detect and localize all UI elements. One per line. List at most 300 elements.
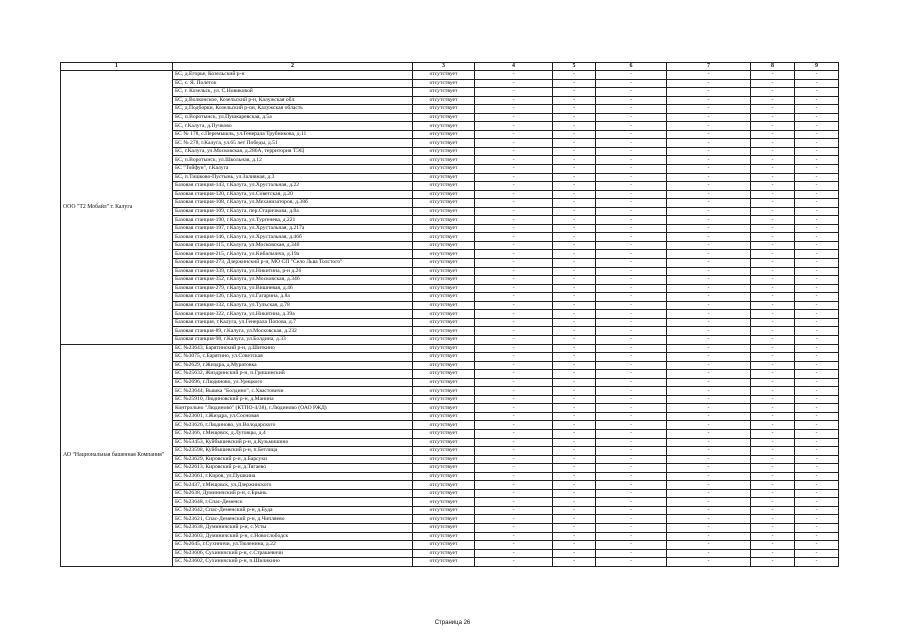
empty-value-cell: - <box>795 412 839 421</box>
source-name-cell: БС №23621, Спас-Деменский р-н, д.Чипляево <box>173 515 413 524</box>
column-number: 8 <box>751 63 795 71</box>
empty-value-cell: - <box>667 361 751 370</box>
status-cell: отсутствует <box>413 113 475 122</box>
organization-cell: АО "Национальная башенная Компания" <box>61 344 173 566</box>
status-cell: отсутствует <box>413 532 475 541</box>
table-row <box>61 558 839 567</box>
table-row <box>61 489 839 498</box>
empty-value-cell: - <box>553 532 596 541</box>
empty-value-cell: - <box>475 412 553 421</box>
empty-value-cell: - <box>795 447 839 456</box>
source-name-cell: БС №23629, Кировский р-н, д.Барсуки <box>173 455 413 464</box>
empty-value-cell: - <box>475 447 553 456</box>
empty-value-cell: - <box>795 310 839 319</box>
empty-value-cell: - <box>751 190 795 199</box>
empty-value-cell: - <box>596 318 667 327</box>
empty-value-cell: - <box>475 361 553 370</box>
empty-value-cell: - <box>751 207 795 216</box>
empty-value-cell: - <box>795 276 839 285</box>
empty-value-cell: - <box>475 481 553 490</box>
empty-value-cell: - <box>667 216 751 225</box>
empty-value-cell: - <box>475 387 553 396</box>
empty-value-cell: - <box>553 353 596 362</box>
empty-value-cell: - <box>553 267 596 276</box>
empty-value-cell: - <box>751 156 795 165</box>
empty-value-cell: - <box>667 412 751 421</box>
empty-value-cell: - <box>475 429 553 438</box>
empty-value-cell: - <box>596 147 667 156</box>
table-row <box>61 293 839 302</box>
empty-value-cell: - <box>751 310 795 319</box>
empty-value-cell: - <box>596 421 667 430</box>
empty-value-cell: - <box>751 515 795 524</box>
empty-value-cell: - <box>596 429 667 438</box>
table-row <box>61 481 839 490</box>
empty-value-cell: - <box>596 182 667 191</box>
status-cell: отсутствует <box>413 472 475 481</box>
empty-value-cell: - <box>751 335 795 344</box>
organization-cell: ООО "Т2 Мобайл" г. Калуга <box>61 71 173 345</box>
empty-value-cell: - <box>667 241 751 250</box>
empty-value-cell: - <box>553 96 596 105</box>
status-cell: отсутствует <box>413 506 475 515</box>
status-cell: отсутствует <box>413 96 475 105</box>
column-number: 4 <box>475 63 553 71</box>
empty-value-cell: - <box>667 79 751 88</box>
empty-value-cell: - <box>667 378 751 387</box>
status-cell: отсутствует <box>413 327 475 336</box>
table-row <box>61 284 839 293</box>
empty-value-cell: - <box>751 361 795 370</box>
empty-value-cell: - <box>795 79 839 88</box>
empty-value-cell: - <box>795 455 839 464</box>
empty-value-cell: - <box>667 447 751 456</box>
empty-value-cell: - <box>553 301 596 310</box>
empty-value-cell: - <box>553 455 596 464</box>
empty-value-cell: - <box>667 207 751 216</box>
empty-value-cell: - <box>667 489 751 498</box>
empty-value-cell: - <box>751 387 795 396</box>
source-name-cell: Контрольно "Людиново" (КТПО-4/38), г.Людиново (ОАО РЖД) <box>173 404 413 413</box>
status-cell: отсутствует <box>413 216 475 225</box>
empty-value-cell: - <box>596 216 667 225</box>
empty-value-cell: - <box>795 284 839 293</box>
status-cell: отсутствует <box>413 370 475 379</box>
empty-value-cell: - <box>795 387 839 396</box>
empty-value-cell: - <box>795 489 839 498</box>
empty-value-cell: - <box>751 481 795 490</box>
empty-value-cell: - <box>667 481 751 490</box>
source-name-cell: БС №2437, г.Мещовск, ул.Дзержинского <box>173 481 413 490</box>
source-name-cell: Базовая станция-143, г.Калуга, ул.Хрустальная, д.22 <box>173 182 413 191</box>
empty-value-cell: - <box>795 464 839 473</box>
table-row <box>61 241 839 250</box>
empty-value-cell: - <box>553 250 596 259</box>
empty-value-cell: - <box>667 267 751 276</box>
empty-value-cell: - <box>553 558 596 567</box>
empty-value-cell: - <box>475 173 553 182</box>
empty-value-cell: - <box>751 404 795 413</box>
empty-value-cell: - <box>667 429 751 438</box>
source-name-cell: БС №23601, г.Жиздра, ул.Сосновая <box>173 412 413 421</box>
empty-value-cell: - <box>667 122 751 131</box>
empty-value-cell: - <box>751 250 795 259</box>
status-cell: отсутствует <box>413 310 475 319</box>
table-row <box>61 361 839 370</box>
source-name-cell: БС №23606, Сухиничский р-н, с.Страшевичи <box>173 549 413 558</box>
empty-value-cell: - <box>553 327 596 336</box>
table-row <box>61 71 839 80</box>
empty-value-cell: - <box>667 259 751 268</box>
empty-value-cell: - <box>795 96 839 105</box>
empty-value-cell: - <box>667 532 751 541</box>
empty-value-cell: - <box>751 344 795 353</box>
empty-value-cell: - <box>795 353 839 362</box>
empty-value-cell: - <box>795 506 839 515</box>
empty-value-cell: - <box>667 344 751 353</box>
column-number: 5 <box>553 63 596 71</box>
empty-value-cell: - <box>553 105 596 114</box>
empty-value-cell: - <box>553 318 596 327</box>
empty-value-cell: - <box>751 216 795 225</box>
empty-value-cell: - <box>553 233 596 242</box>
empty-value-cell: - <box>596 558 667 567</box>
table-row <box>61 455 839 464</box>
empty-value-cell: - <box>553 523 596 532</box>
empty-value-cell: - <box>667 506 751 515</box>
empty-value-cell: - <box>475 284 553 293</box>
source-name-cell: БС №22613, Кировский р-н, д.Тягаево <box>173 464 413 473</box>
column-number: 2 <box>173 63 413 71</box>
empty-value-cell: - <box>596 130 667 139</box>
empty-value-cell: - <box>667 182 751 191</box>
empty-value-cell: - <box>475 549 553 558</box>
empty-value-cell: - <box>795 199 839 208</box>
status-cell: отсутствует <box>413 105 475 114</box>
empty-value-cell: - <box>795 88 839 97</box>
empty-value-cell: - <box>667 515 751 524</box>
status-cell: отсутствует <box>413 259 475 268</box>
empty-value-cell: - <box>751 558 795 567</box>
empty-value-cell: - <box>795 318 839 327</box>
empty-value-cell: - <box>751 224 795 233</box>
empty-value-cell: - <box>795 156 839 165</box>
column-number: 1 <box>61 63 173 71</box>
status-cell: отсутствует <box>413 130 475 139</box>
empty-value-cell: - <box>596 207 667 216</box>
empty-value-cell: - <box>553 335 596 344</box>
empty-value-cell: - <box>553 113 596 122</box>
table-row <box>61 105 839 114</box>
empty-value-cell: - <box>596 122 667 131</box>
empty-value-cell: - <box>475 182 553 191</box>
table-row <box>61 344 839 353</box>
empty-value-cell: - <box>795 233 839 242</box>
empty-value-cell: - <box>596 532 667 541</box>
source-name-cell: БС, п.Тишково-Пустынь, ул.Заливная, д.3 <box>173 173 413 182</box>
table-row <box>61 498 839 507</box>
empty-value-cell: - <box>596 71 667 80</box>
empty-value-cell: - <box>751 79 795 88</box>
empty-value-cell: - <box>553 241 596 250</box>
status-cell: отсутствует <box>413 498 475 507</box>
empty-value-cell: - <box>751 259 795 268</box>
empty-value-cell: - <box>667 276 751 285</box>
table-row <box>61 327 839 336</box>
empty-value-cell: - <box>475 224 553 233</box>
status-cell: отсутствует <box>413 361 475 370</box>
empty-value-cell: - <box>475 216 553 225</box>
empty-value-cell: - <box>475 335 553 344</box>
empty-value-cell: - <box>667 301 751 310</box>
empty-value-cell: - <box>667 130 751 139</box>
empty-value-cell: - <box>667 233 751 242</box>
table-row <box>61 301 839 310</box>
source-name-cell: БС №3075, с.Барятино, ул.Советская <box>173 353 413 362</box>
source-name-cell: БС №23638, Думиничский р-н, с.Усты <box>173 523 413 532</box>
source-name-cell: Базовая станция-108, г.Калуга, ул.Механизаторов, д.38б <box>173 199 413 208</box>
status-cell: отсутствует <box>413 250 475 259</box>
table-row <box>61 130 839 139</box>
status-cell: отсутствует <box>413 344 475 353</box>
status-cell: отсутствует <box>413 318 475 327</box>
table-body <box>61 63 839 567</box>
empty-value-cell: - <box>751 395 795 404</box>
empty-value-cell: - <box>475 130 553 139</box>
source-name-cell: БС №23602, Сухиничский р-н, п.Шиликино <box>173 558 413 567</box>
table-row <box>61 421 839 430</box>
source-name-cell: БС №25910, Людиновский р-н, д.Манина <box>173 395 413 404</box>
empty-value-cell: - <box>795 344 839 353</box>
empty-value-cell: - <box>795 378 839 387</box>
empty-value-cell: - <box>596 472 667 481</box>
source-name-cell: БС №23626, г.Людиново, ул.Володарского <box>173 421 413 430</box>
empty-value-cell: - <box>553 199 596 208</box>
empty-value-cell: - <box>596 105 667 114</box>
status-cell: отсутствует <box>413 224 475 233</box>
source-name-cell: Базовая станция-89, г.Калуга, ул.Московская, д.232 <box>173 327 413 336</box>
status-cell: отсутствует <box>413 276 475 285</box>
empty-value-cell: - <box>596 259 667 268</box>
empty-value-cell: - <box>795 173 839 182</box>
source-name-cell: Базовая станция, г.Калуга, ул.Генерала Попова, д.7 <box>173 318 413 327</box>
empty-value-cell: - <box>751 541 795 550</box>
empty-value-cell: - <box>751 130 795 139</box>
empty-value-cell: - <box>667 464 751 473</box>
status-cell: отсутствует <box>413 190 475 199</box>
status-cell: отсутствует <box>413 412 475 421</box>
empty-value-cell: - <box>596 515 667 524</box>
empty-value-cell: - <box>667 88 751 97</box>
table-row <box>61 156 839 165</box>
status-cell: отсутствует <box>413 549 475 558</box>
empty-value-cell: - <box>553 447 596 456</box>
empty-value-cell: - <box>553 130 596 139</box>
empty-value-cell: - <box>596 447 667 456</box>
empty-value-cell: - <box>795 515 839 524</box>
empty-value-cell: - <box>553 224 596 233</box>
empty-value-cell: - <box>596 233 667 242</box>
empty-value-cell: - <box>553 216 596 225</box>
source-name-cell: Базовая станция-322, г.Калуга, ул.Никитина, д.39а <box>173 310 413 319</box>
empty-value-cell: - <box>751 293 795 302</box>
source-name-cell: БС №23598, Куйбышевский р-н, п.Бетлица <box>173 447 413 456</box>
empty-value-cell: - <box>596 378 667 387</box>
empty-value-cell: - <box>596 79 667 88</box>
empty-value-cell: - <box>475 421 553 430</box>
empty-value-cell: - <box>553 276 596 285</box>
page-number: Страница 26 <box>434 620 471 626</box>
status-cell: отсутствует <box>413 558 475 567</box>
empty-value-cell: - <box>596 498 667 507</box>
empty-value-cell: - <box>667 421 751 430</box>
empty-value-cell: - <box>553 549 596 558</box>
empty-value-cell: - <box>596 464 667 473</box>
empty-value-cell: - <box>553 481 596 490</box>
table-row <box>61 88 839 97</box>
empty-value-cell: - <box>667 318 751 327</box>
source-name-cell: Базовая станция-215, г.Калуга, ул.Кибальчича, д.19а <box>173 250 413 259</box>
empty-value-cell: - <box>751 233 795 242</box>
empty-value-cell: - <box>553 71 596 80</box>
empty-value-cell: - <box>596 370 667 379</box>
empty-value-cell: - <box>795 523 839 532</box>
empty-value-cell: - <box>751 353 795 362</box>
source-name-cell: Базовая станция-197, г.Калуга, ул.Хрустальная, д.217а <box>173 224 413 233</box>
table-row <box>61 429 839 438</box>
table-row <box>61 353 839 362</box>
status-cell: отсутствует <box>413 156 475 165</box>
empty-value-cell: - <box>795 250 839 259</box>
empty-value-cell: - <box>475 506 553 515</box>
empty-value-cell: - <box>795 122 839 131</box>
empty-value-cell: - <box>596 489 667 498</box>
empty-value-cell: - <box>475 532 553 541</box>
empty-value-cell: - <box>795 558 839 567</box>
empty-value-cell: - <box>475 147 553 156</box>
empty-value-cell: - <box>596 549 667 558</box>
empty-value-cell: - <box>751 489 795 498</box>
empty-value-cell: - <box>795 165 839 174</box>
empty-value-cell: - <box>596 541 667 550</box>
empty-value-cell: - <box>553 284 596 293</box>
empty-value-cell: - <box>667 558 751 567</box>
empty-value-cell: - <box>596 361 667 370</box>
empty-value-cell: - <box>475 267 553 276</box>
empty-value-cell: - <box>667 387 751 396</box>
empty-value-cell: - <box>751 455 795 464</box>
empty-value-cell: - <box>751 241 795 250</box>
empty-value-cell: - <box>795 327 839 336</box>
empty-value-cell: - <box>553 165 596 174</box>
source-name-cell: БС №2638, Думиничский р-н, с.Брынь <box>173 489 413 498</box>
empty-value-cell: - <box>751 412 795 421</box>
source-name-cell: Базовая станция-279, г.Калуга, ул.Вишневая, д.46 <box>173 284 413 293</box>
empty-value-cell: - <box>751 113 795 122</box>
empty-value-cell: - <box>795 147 839 156</box>
status-cell: отсутствует <box>413 165 475 174</box>
status-cell: отсутствует <box>413 404 475 413</box>
empty-value-cell: - <box>795 541 839 550</box>
table-row <box>61 438 839 447</box>
status-cell: отсутствует <box>413 284 475 293</box>
empty-value-cell: - <box>553 429 596 438</box>
empty-value-cell: - <box>553 156 596 165</box>
empty-value-cell: - <box>596 455 667 464</box>
status-cell: отсутствует <box>413 387 475 396</box>
empty-value-cell: - <box>795 182 839 191</box>
status-cell: отсутствует <box>413 378 475 387</box>
empty-value-cell: - <box>475 156 553 165</box>
table-row <box>61 165 839 174</box>
table-row <box>61 523 839 532</box>
table-row <box>61 139 839 148</box>
table-row <box>61 182 839 191</box>
table-row <box>61 79 839 88</box>
empty-value-cell: - <box>751 370 795 379</box>
empty-value-cell: - <box>475 404 553 413</box>
source-name-cell: БС №23644, Вышка "Болдино", с.Хвастовичи <box>173 387 413 396</box>
empty-value-cell: - <box>475 464 553 473</box>
empty-value-cell: - <box>596 139 667 148</box>
empty-value-cell: - <box>667 284 751 293</box>
column-number: 9 <box>795 63 839 71</box>
empty-value-cell: - <box>475 353 553 362</box>
empty-value-cell: - <box>553 370 596 379</box>
empty-value-cell: - <box>751 421 795 430</box>
empty-value-cell: - <box>475 438 553 447</box>
empty-value-cell: - <box>751 438 795 447</box>
table-row <box>61 541 839 550</box>
empty-value-cell: - <box>795 498 839 507</box>
empty-value-cell: - <box>553 404 596 413</box>
empty-value-cell: - <box>751 139 795 148</box>
empty-value-cell: - <box>667 147 751 156</box>
empty-value-cell: - <box>667 113 751 122</box>
source-name-cell: БС № 278, г.Калуга, ул.65 лет Победы, д.51 <box>173 139 413 148</box>
status-cell: отсутствует <box>413 88 475 97</box>
table-row <box>61 207 839 216</box>
empty-value-cell: - <box>596 327 667 336</box>
table-row <box>61 532 839 541</box>
empty-value-cell: - <box>475 523 553 532</box>
table-row <box>61 276 839 285</box>
empty-value-cell: - <box>795 216 839 225</box>
status-cell: отсутствует <box>413 429 475 438</box>
empty-value-cell: - <box>475 498 553 507</box>
empty-value-cell: - <box>667 139 751 148</box>
table-row <box>61 122 839 131</box>
empty-value-cell: - <box>553 310 596 319</box>
empty-value-cell: - <box>596 241 667 250</box>
empty-value-cell: - <box>795 71 839 80</box>
empty-value-cell: - <box>795 361 839 370</box>
empty-value-cell: - <box>553 259 596 268</box>
empty-value-cell: - <box>751 549 795 558</box>
empty-value-cell: - <box>553 79 596 88</box>
empty-value-cell: - <box>667 165 751 174</box>
empty-value-cell: - <box>667 199 751 208</box>
empty-value-cell: - <box>667 293 751 302</box>
empty-value-cell: - <box>751 464 795 473</box>
column-number: 3 <box>413 63 475 71</box>
empty-value-cell: - <box>795 404 839 413</box>
empty-value-cell: - <box>795 421 839 430</box>
status-cell: отсутствует <box>413 207 475 216</box>
table-row <box>61 387 839 396</box>
empty-value-cell: - <box>667 310 751 319</box>
empty-value-cell: - <box>667 96 751 105</box>
